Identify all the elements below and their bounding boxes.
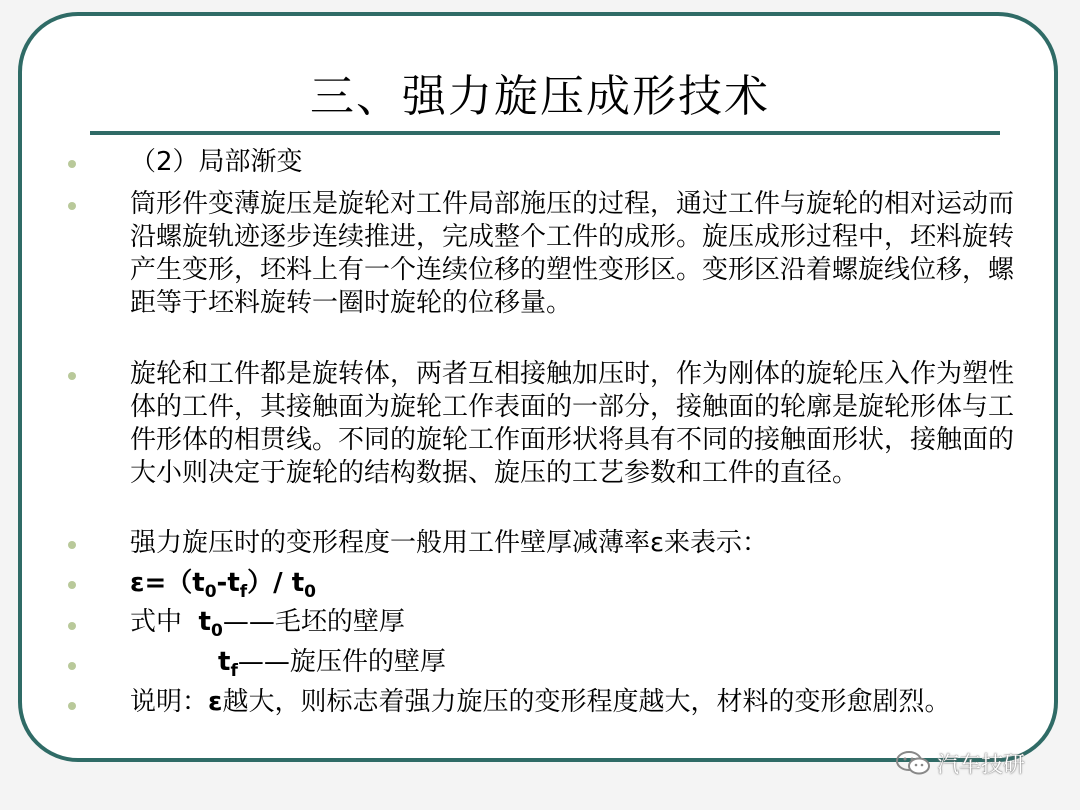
epsilon-symbol: ε bbox=[208, 687, 223, 717]
definition-prefix: 式中 bbox=[130, 607, 199, 637]
bullet-dot bbox=[68, 202, 76, 210]
formula-subscript: 0 bbox=[204, 582, 217, 602]
bullet-dot bbox=[68, 541, 76, 549]
bullet-dot bbox=[68, 622, 76, 630]
symbol: t bbox=[218, 647, 231, 677]
bullet-text: （2）局部渐变 bbox=[130, 147, 303, 177]
definition-t0 bbox=[130, 606, 1015, 639]
title-underline bbox=[90, 131, 1000, 135]
formula-part: ）/ t bbox=[247, 568, 305, 598]
slide-title: 三、强力旋压成形技术 bbox=[310, 71, 770, 122]
definition-tf bbox=[218, 646, 1080, 679]
watermark bbox=[895, 748, 1025, 778]
formula-part: -t bbox=[216, 568, 240, 598]
bullet-text: 强力旋压时的变形程度一般用工件壁厚减薄率ε来表示： bbox=[130, 528, 769, 558]
definition-desc: ——毛坯的壁厚 bbox=[222, 607, 405, 637]
bullet-dot bbox=[68, 702, 76, 710]
formula-part: ε=（t bbox=[130, 568, 205, 598]
symbol-subscript: f bbox=[230, 661, 238, 681]
formula-subscript: 0 bbox=[304, 582, 316, 602]
formula bbox=[130, 567, 1015, 600]
symbol: t bbox=[198, 607, 211, 637]
watermark-text: 汽车技研 bbox=[937, 752, 1026, 778]
bullet-text bbox=[130, 686, 1015, 719]
bullet-dot bbox=[68, 372, 76, 380]
note-text: 越大，则标志着强力旋压的变形程度越大，材料的变形愈剧烈。 bbox=[222, 687, 951, 717]
bullet-dot bbox=[68, 160, 76, 168]
formula-subscript: f bbox=[239, 582, 248, 602]
definition-desc: ——旋压件的壁厚 bbox=[237, 647, 446, 677]
wechat-icon bbox=[895, 750, 931, 776]
bullet-dot bbox=[68, 662, 76, 670]
bullet-dot bbox=[68, 581, 76, 589]
symbol-subscript: 0 bbox=[210, 621, 223, 641]
note-lead: 说明： bbox=[130, 687, 209, 717]
bullet-text: 筒形件变薄旋压是旋轮对工件局部施压的过程，通过工件与旋轮的相对运动而沿螺旋轨迹逐步连续推进，完成整个工件的成形。旋压成形过程中，坯料旋转产生变形，坯料上有一个连续位移的塑性变形区。变形区沿着螺旋线位移，螺距等于坯料旋转一圈时旋轮的位移量。 bbox=[130, 189, 1015, 318]
bullet-text: 旋轮和工件都是旋转体，两者互相接触加压时，作为刚体的旋轮压入作为塑性体的工件，其接触面为旋轮工作表面的一部分，接触面的轮廓是旋轮形体与工件形体的相贯线。不同的旋轮工作面形状将具有不同的接触面形状，接触面的大小则决定于旋轮的结构数据、旋压的工艺参数和工件的直径。 bbox=[130, 359, 1015, 488]
